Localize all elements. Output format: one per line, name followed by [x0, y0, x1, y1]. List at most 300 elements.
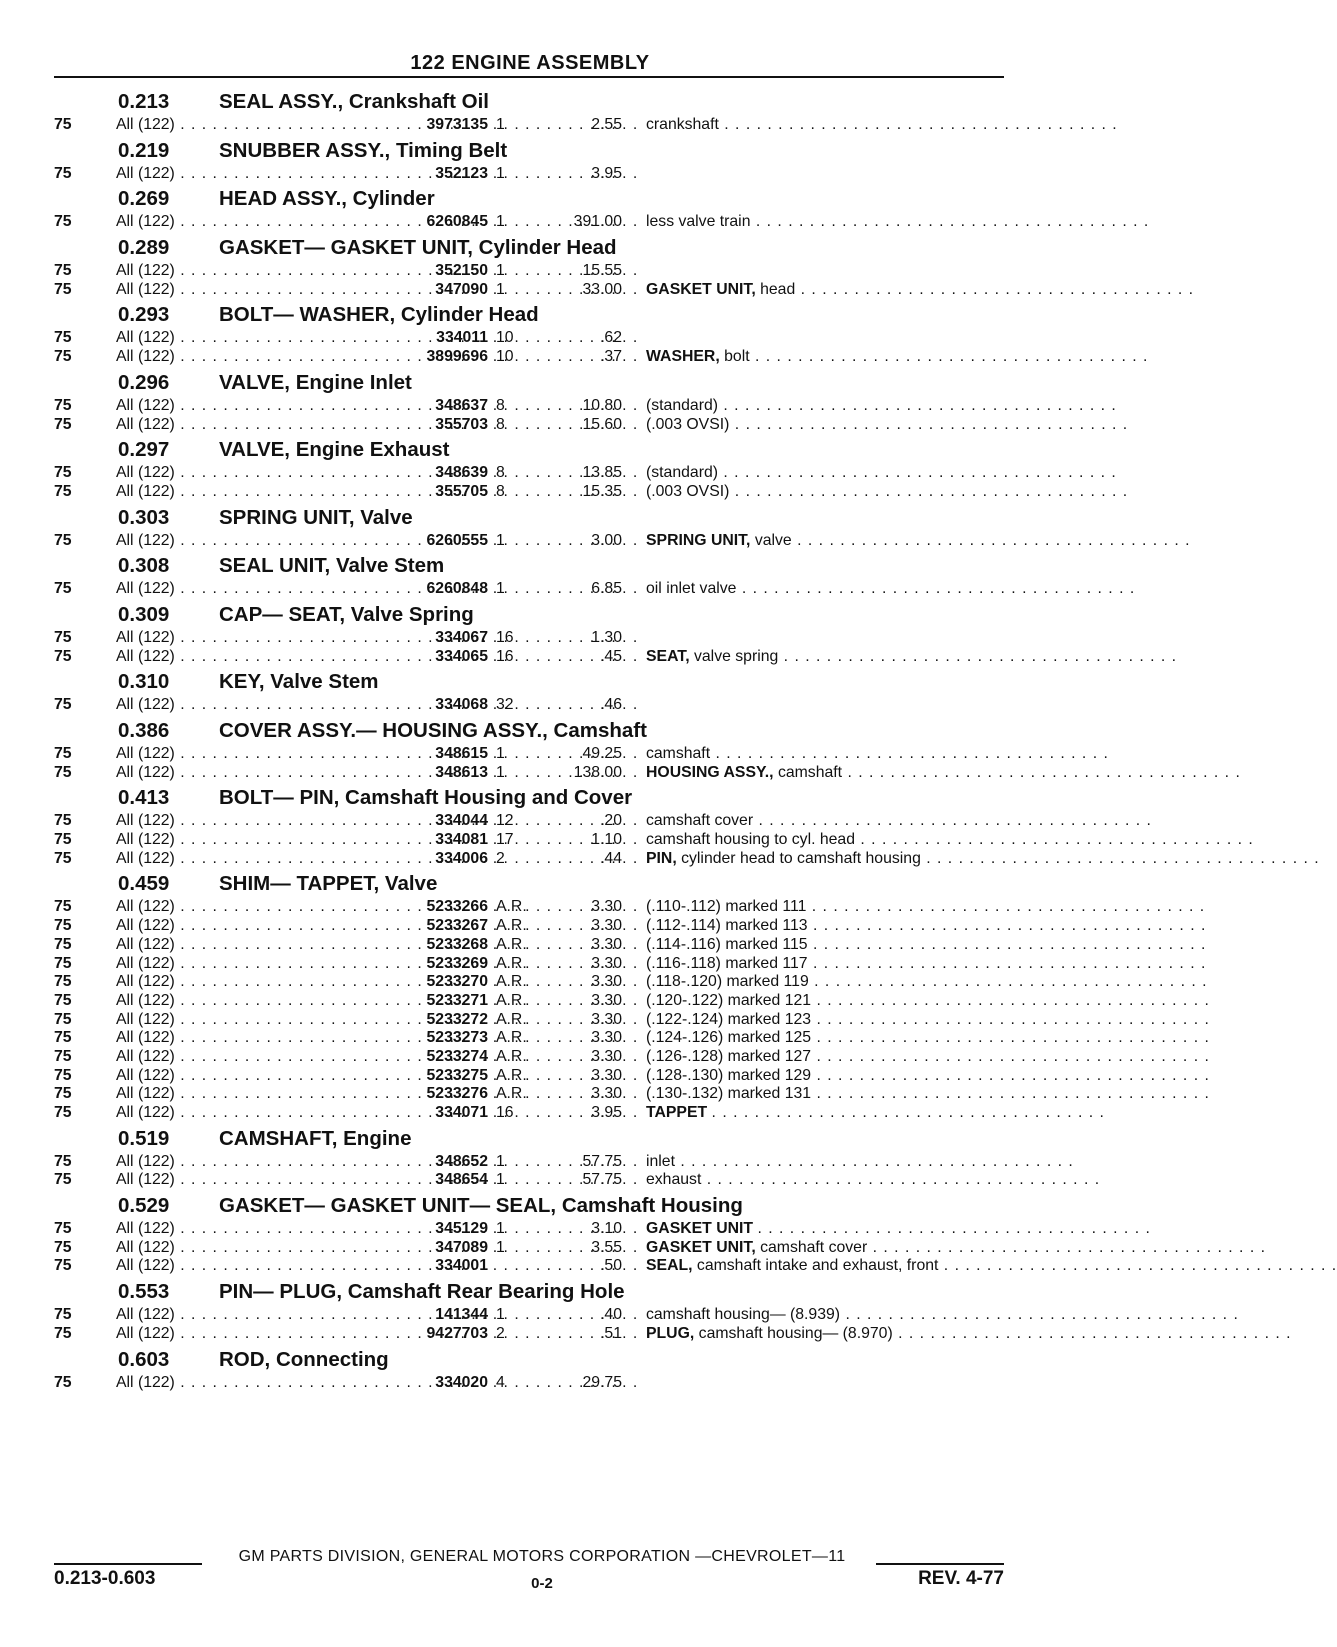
quantity: A.R. [496, 917, 527, 935]
application: All (122) . . . [116, 464, 316, 483]
leader-dots: . . . . . . . . . . . . . . . . . . . . . . . . . . . . . . . . . . . . . [842, 763, 1241, 781]
application: All (122) . . . [116, 416, 316, 435]
application-cell [116, 1085, 316, 1104]
part-number: 5233270 [426, 973, 488, 991]
leader-dots: . . . . . . . . . . . . . . . . . . . . . . . . . . . . . . . . . . . . . [811, 991, 1210, 1009]
section-title: PIN— PLUG, Camshaft Rear Bearing Hole [219, 1280, 625, 1304]
price: .51 [600, 1324, 622, 1342]
section-heading [0, 599, 1223, 629]
section-heading [0, 1190, 1223, 1220]
application-cell [116, 1220, 316, 1239]
section-code: 0.289 [118, 236, 170, 260]
section-title: CAMSHAFT, Engine [219, 1126, 412, 1150]
model-year: 75 [54, 531, 72, 549]
part-number: 334001 [435, 1257, 488, 1275]
model-year: 75 [54, 1029, 72, 1047]
quantity: 1 [496, 745, 505, 762]
description [646, 991, 1210, 1011]
section-title: SEAL ASSY., Crankshaft Oil [219, 90, 489, 113]
price: 3.55 [591, 1238, 622, 1256]
description [646, 1306, 1239, 1325]
leader-dots: . . . . . . . . . . . . . . . . . . . . . . . . . . . . . . . . . . . . . [795, 280, 1195, 298]
part-section [0, 86, 1223, 135]
application-cell [116, 348, 316, 367]
application: All (122) . . . [116, 745, 316, 764]
part-number: 334020 [435, 1373, 488, 1391]
application-cell [116, 973, 316, 992]
description-text: (standard) [646, 464, 718, 482]
price: 3.30 [591, 1066, 622, 1084]
part-row [0, 464, 1223, 483]
application-cell [116, 116, 316, 135]
model-year: 75 [54, 763, 72, 781]
description-text: valve [754, 531, 792, 549]
footer-rule-right [876, 1563, 1004, 1565]
part-number: 355705 [435, 482, 488, 500]
price: 3.30 [591, 973, 622, 991]
price: .62 [600, 329, 622, 347]
quantity: A.R. [496, 1047, 527, 1065]
description [646, 647, 1178, 667]
description-text: valve spring [694, 647, 779, 665]
price: .50 [600, 1257, 622, 1275]
part-row [0, 917, 1223, 936]
model-year: 75 [54, 831, 72, 849]
application-cell [116, 1067, 316, 1086]
application: All (122) . . . [116, 973, 316, 992]
part-number: 334065 [435, 647, 488, 665]
part-number: 5233274 [426, 1047, 488, 1065]
description [646, 1066, 1210, 1086]
part-number: 5233276 [426, 1085, 488, 1103]
quantity: A.R. [496, 973, 527, 991]
part-number: 334068 [435, 696, 488, 714]
description-text: camshaft housing to cyl. head [646, 831, 855, 849]
price: 138.00 [573, 763, 622, 781]
description [646, 917, 1207, 936]
price: 15.55 [582, 262, 622, 280]
application-cell [116, 936, 316, 955]
price: 10.80 [582, 396, 622, 414]
description [646, 348, 1149, 367]
application: All (122) . . . [116, 262, 316, 281]
application: All (122) . . . [116, 1257, 316, 1276]
description-text: (.110-.112) marked 111 [646, 898, 807, 916]
description-text: camshaft housing— (8.970) [698, 1324, 893, 1342]
description-text: camshaft housing— (8.939) [646, 1306, 841, 1324]
application: All (122) . . . [116, 1104, 316, 1123]
description [646, 812, 1152, 831]
part-number: 334011 [436, 329, 488, 347]
application: All (122) . . . [116, 213, 316, 232]
application-cell [116, 416, 316, 435]
description-bold: TAPPET [646, 1104, 708, 1121]
description [646, 954, 1207, 974]
application: All (122) . . . [116, 850, 316, 869]
footer-range: 0.213-0.603 [54, 1568, 156, 1589]
application-cell [116, 955, 316, 974]
part-row [0, 1324, 1292, 1344]
description [646, 1171, 1101, 1190]
application: All (122) . . . [116, 1306, 316, 1325]
price: 3.30 [591, 917, 622, 935]
price: 57.75 [582, 1171, 622, 1189]
description [646, 849, 1320, 869]
quantity: 1 [496, 164, 505, 182]
application-cell [116, 1171, 316, 1190]
model-year: 75 [54, 1066, 72, 1084]
description [646, 763, 1241, 783]
part-row [0, 973, 1223, 992]
description-text: (.114-.116) marked 115 [646, 935, 808, 953]
application-cell [116, 1306, 316, 1325]
price: 6.85 [591, 580, 622, 598]
application-cell [116, 165, 316, 184]
part-row [0, 532, 1223, 551]
section-code: 0.296 [118, 370, 170, 394]
part-row [0, 648, 1223, 667]
part-number: 352150 [435, 262, 488, 280]
application: All (122) . . . [116, 696, 316, 715]
model-year: 75 [54, 647, 72, 665]
model-year: 75 [54, 628, 72, 646]
part-number: 334006 [435, 849, 488, 867]
price: 3.95 [591, 1104, 622, 1121]
model-year: 75 [54, 1306, 72, 1324]
part-section [0, 135, 1223, 184]
part-row [0, 1220, 1223, 1239]
application: All (122) . . . [116, 992, 316, 1011]
part-number: 347090 [435, 280, 488, 298]
quantity: 8 [496, 464, 505, 482]
description-bold: SEAL, [646, 1257, 693, 1275]
description [646, 935, 1207, 955]
quantity: 17 [496, 831, 514, 849]
quantity: 4 [496, 1373, 505, 1391]
leader-dots: . . . . . . . . . . . . . . . . . . . . . . . . . . . . . . . . . . . . . [840, 1306, 1239, 1324]
quantity: 1 [496, 763, 505, 781]
model-year: 75 [54, 745, 72, 762]
application: All (122) . . . [116, 532, 316, 551]
part-section [0, 782, 1320, 868]
section-title: COVER ASSY.— HOUSING ASSY., Camshaft [219, 719, 647, 742]
section-title: VALVE, Engine Inlet [219, 370, 412, 394]
part-section [0, 1190, 1337, 1276]
quantity: A.R. [496, 991, 527, 1009]
price: .37 [600, 348, 622, 366]
quantity: 1 [496, 116, 505, 133]
part-row [0, 992, 1223, 1011]
leader-dots: . . . . . . . . . . . . . . . . . . . . . . . . . . . . . . . . . . . . . [920, 849, 1320, 867]
part-number: 6260845 [426, 213, 488, 231]
description [646, 1010, 1210, 1030]
leader-dots: . . . . . . . . . . . . . . . . . . . . . . . . . . . . . . . . . . . . . [718, 464, 1117, 482]
part-section [0, 715, 1241, 782]
part-number: 6260555 [426, 531, 488, 549]
section-heading [0, 715, 1223, 745]
description [646, 580, 1136, 599]
application-cell [116, 580, 316, 599]
leader-dots: . . . . . . . . . . . . . . . . . . . . . . . . . . . . . . . . . . . . . [718, 116, 1118, 133]
application: All (122) . . . [116, 1374, 316, 1393]
application: All (122) . . . [116, 1048, 316, 1067]
model-year: 75 [54, 696, 72, 714]
application: All (122) . . . [116, 917, 316, 936]
section-code: 0.297 [118, 438, 170, 462]
model-year: 75 [54, 1152, 72, 1170]
section-heading [0, 868, 1223, 898]
part-number: 334044 [435, 812, 488, 830]
part-section [0, 183, 1223, 232]
price: .40 [600, 1306, 622, 1324]
part-row [0, 1257, 1337, 1276]
application-cell [116, 1048, 316, 1067]
part-row [0, 696, 1223, 715]
part-number: 345129 [435, 1220, 488, 1238]
section-title: ROD, Connecting [219, 1347, 389, 1371]
model-year: 75 [54, 917, 72, 935]
price: .20 [600, 812, 622, 830]
model-year: 75 [54, 1220, 72, 1238]
model-year: 75 [54, 164, 72, 182]
section-code: 0.413 [118, 786, 170, 810]
application-cell [116, 262, 316, 281]
quantity: 1 [496, 262, 505, 280]
part-number: 5233267 [426, 917, 488, 935]
quantity: A.R. [496, 935, 527, 953]
price: 15.60 [582, 415, 622, 433]
model-year: 75 [54, 1373, 72, 1391]
description [646, 745, 1109, 764]
price: 29.75 [582, 1373, 622, 1391]
quantity: A.R. [496, 898, 527, 916]
description [646, 464, 1117, 483]
leader-dots: . . . . . . . . . . . . . . . . . . . . . . . . . . . . . . . . . . . . . [710, 745, 1109, 762]
model-year: 75 [54, 954, 72, 972]
application-cell [116, 483, 316, 502]
quantity: 1 [496, 213, 505, 231]
price: 1.10 [591, 831, 622, 849]
application-cell [116, 464, 316, 483]
leader-dots: . . . . . . . . . . . . . . . . . . . . . . . . . . . . . . . . . . . . . [938, 1257, 1337, 1275]
part-row [0, 1171, 1223, 1190]
description [646, 1220, 1151, 1239]
description [646, 1104, 1105, 1123]
leader-dots: . . . . . . . . . . . . . . . . . . . . . . . . . . . . . . . . . . . . . [736, 580, 1136, 598]
leader-dots: . . . . . . . . . . . . . . . . . . . . . . . . . . . . . . . . . . . . . [701, 1171, 1101, 1189]
section-code: 0.308 [118, 554, 170, 578]
price: 49.25 [582, 745, 622, 762]
price: 3.30 [591, 935, 622, 953]
part-row [0, 1029, 1223, 1048]
application: All (122) . . . [116, 329, 316, 348]
description [646, 213, 1150, 232]
part-row [0, 329, 1223, 348]
quantity: 1 [496, 1220, 505, 1238]
description-text: camshaft intake and exhaust, front [696, 1257, 939, 1275]
part-row [0, 745, 1223, 764]
model-year: 75 [54, 935, 72, 953]
part-row [0, 1153, 1223, 1172]
application: All (122) . . . [116, 1067, 316, 1086]
description-text: exhaust [646, 1171, 702, 1189]
quantity: A.R. [496, 1010, 527, 1028]
leader-dots: . . . . . . . . . . . . . . . . . . . . . . . . . . . . . . . . . . . . . [811, 1066, 1210, 1084]
application: All (122) . . . [116, 1220, 316, 1239]
footer-revision: REV. 4-77 [918, 1568, 1004, 1589]
application: All (122) . . . [116, 1153, 316, 1172]
application-cell [116, 917, 316, 936]
part-row [0, 348, 1223, 367]
application-cell [116, 764, 316, 783]
part-row [0, 1306, 1239, 1325]
part-row [0, 165, 1223, 184]
part-number: 5233272 [426, 1010, 488, 1028]
application-cell [116, 831, 316, 850]
model-year: 75 [54, 1324, 72, 1342]
part-row [0, 849, 1320, 869]
description [646, 1029, 1210, 1048]
application-cell [116, 629, 316, 648]
model-year: 75 [54, 280, 72, 298]
price: 391.00 [573, 213, 622, 231]
description-text: head [760, 280, 796, 298]
price: 3.30 [591, 954, 622, 972]
section-title: GASKET— GASKET UNIT, Cylinder Head [219, 236, 617, 260]
model-year: 75 [54, 1085, 72, 1103]
description [646, 280, 1195, 300]
description-text: (.003 OVSI) [646, 415, 730, 433]
model-year: 75 [54, 1010, 72, 1028]
application: All (122) . . . [116, 1239, 316, 1258]
price: 3.95 [591, 164, 622, 182]
application-cell [116, 1104, 316, 1123]
part-section [0, 666, 1223, 715]
application-cell [116, 992, 316, 1011]
quantity: A.R. [496, 1085, 527, 1103]
description-bold: SPRING UNIT, [646, 531, 751, 549]
quantity: 2 [496, 1324, 505, 1342]
description-bold: GASKET UNIT, [646, 1238, 756, 1256]
footer-rule-left [54, 1563, 202, 1565]
description [646, 1257, 1337, 1276]
quantity: 10 [496, 329, 514, 347]
part-number: 348639 [435, 464, 488, 482]
leader-dots: . . . . . . . . . . . . . . . . . . . . . . . . . . . . . . . . . . . . . [791, 531, 1191, 549]
leader-dots: . . . . . . . . . . . . . . . . . . . . . . . . . . . . . . . . . . . . . [757, 1220, 1151, 1238]
model-year: 75 [54, 415, 72, 433]
part-row [0, 629, 1223, 648]
application-cell [116, 696, 316, 715]
footer-publisher: GM PARTS DIVISION, GENERAL MOTORS CORPORATION —CHEVROLET—11 [238, 1548, 846, 1565]
section-heading [0, 299, 1223, 329]
model-year: 75 [54, 849, 72, 867]
price: 57.75 [582, 1152, 622, 1170]
part-number: 348613 [435, 763, 488, 781]
leader-dots: . . . . . . . . . . . . . . . . . . . . . . . . . . . . . . . . . . . . . [867, 1238, 1266, 1256]
section-code: 0.519 [118, 1126, 170, 1150]
section-heading [0, 1276, 1223, 1306]
application-cell [116, 329, 316, 348]
section-heading [0, 1123, 1223, 1153]
application: All (122) . . . [116, 483, 316, 502]
section-code: 0.553 [118, 1280, 170, 1304]
part-number: 3899696 [426, 348, 488, 366]
description-text: (standard) [646, 396, 718, 414]
description-bold: WASHER, [646, 348, 720, 366]
section-code: 0.529 [118, 1194, 170, 1218]
description-text: (.112-.114) marked 113 [646, 917, 808, 935]
part-number: 5233275 [426, 1066, 488, 1084]
application: All (122) . . . [116, 764, 316, 783]
application: All (122) . . . [116, 1171, 316, 1190]
application: All (122) . . . [116, 281, 316, 300]
quantity: 1 [496, 1171, 505, 1189]
price: .44 [600, 849, 622, 867]
leader-dots: . . . . . . . . . . . . . . . . . . . . . . . . . . . . . . . . . . . . . [811, 1029, 1210, 1047]
section-title: SEAL UNIT, Valve Stem [219, 554, 445, 578]
description-text: (.118-.120) marked 119 [646, 973, 809, 991]
part-number: 334071 [435, 1104, 488, 1121]
leader-dots: . . . . . . . . . . . . . . . . . . . . . . . . . . . . . . . . . . . . . [718, 396, 1117, 414]
quantity: 32 [496, 696, 514, 714]
application-cell [116, 281, 316, 300]
part-row [0, 483, 1223, 502]
leader-dots: . . . . . . . . . . . . . . . . . . . . . . . . . . . . . . . . . . . . . [750, 213, 1150, 231]
part-section [0, 550, 1223, 599]
section-title: BOLT— WASHER, Cylinder Head [219, 303, 539, 327]
description-text: (.128-.130) marked 129 [646, 1066, 812, 1084]
section-code: 0.310 [118, 670, 170, 694]
leader-dots: . . . . . . . . . . . . . . . . . . . . . . . . . . . . . . . . . . . . . [807, 935, 1207, 953]
description [646, 1085, 1210, 1104]
section-code: 0.219 [118, 138, 170, 162]
part-number: 334081 [435, 831, 488, 849]
section-heading [0, 502, 1223, 532]
description-text: (.120-.122) marked 121 [646, 991, 812, 1009]
price: 1.30 [591, 628, 622, 646]
description [646, 973, 1208, 992]
quantity: 1 [496, 580, 505, 598]
quantity: 1 [496, 1152, 505, 1170]
description-text: camshaft cover [646, 812, 754, 830]
part-number: 6260848 [426, 580, 488, 598]
quantity: 10 [496, 348, 514, 366]
part-row [0, 1104, 1223, 1123]
section-code: 0.386 [118, 719, 170, 742]
quantity: 16 [496, 628, 514, 646]
part-number: 5233273 [426, 1029, 488, 1047]
price: 33.00 [582, 280, 622, 298]
description-text: (.122-.124) marked 123 [646, 1010, 812, 1028]
application: All (122) . . . [116, 116, 316, 135]
model-year: 75 [54, 991, 72, 1009]
model-year: 75 [54, 396, 72, 414]
price: 3.30 [591, 898, 622, 916]
leader-dots: . . . . . . . . . . . . . . . . . . . . . . . . . . . . . . . . . . . . . [811, 1010, 1210, 1028]
parts-list [0, 86, 1337, 1392]
part-number: 5233266 [426, 898, 488, 916]
part-row [0, 262, 1223, 281]
quantity: A.R. [496, 954, 527, 972]
price: 3.10 [591, 1220, 622, 1238]
price: 13.85 [582, 464, 622, 482]
leader-dots: . . . . . . . . . . . . . . . . . . . . . . . . . . . . . . . . . . . . . [729, 482, 1129, 500]
part-number: 348637 [435, 396, 488, 414]
part-section [0, 232, 1223, 299]
description-bold: SEAT, [646, 647, 690, 665]
description-bold: PIN, [646, 849, 677, 867]
